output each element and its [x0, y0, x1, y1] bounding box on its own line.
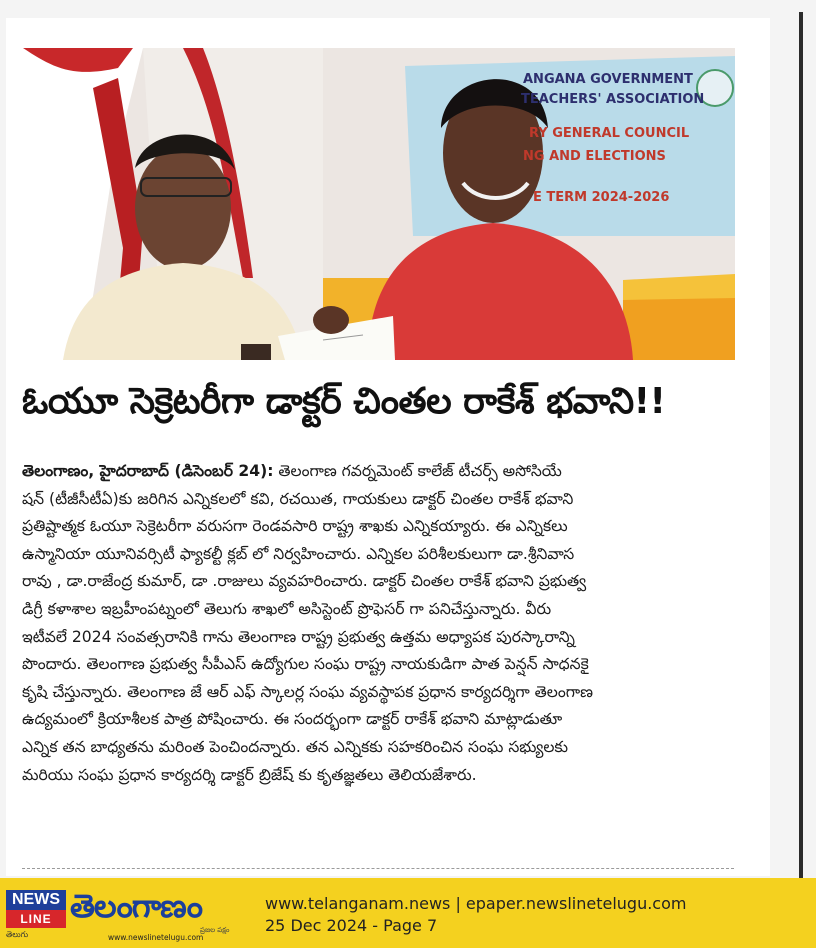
banner-line-2: TEACHERS' ASSOCIATION [521, 92, 705, 107]
body-line: షన్ (టీజీసీటీఏ)కు జరిగిన ఎన్నికలలో కవి, రచయిత, గాయకులు డాక్టర్ చింతల రాకేశ్ భవాని [22, 489, 574, 508]
newsline-logo[interactable] [6, 890, 66, 939]
logo-line-text: LINE [6, 910, 66, 928]
body-line: ఇటీవలే 2024 సంవత్సరానికి గాను తెలంగాణ రాష్ట్ర ప్రభుత్వ ఉత్తమ అధ్యాపక పురస్కారాన్ని [22, 627, 575, 646]
body-line: ప్రతిష్టాత్మక ఓయూ సెక్రెటరీగా వరుసగా రెండవసారి రాష్ట్ర శాఖకు ఎన్నికయ్యారు. ఈ ఎన్నికలు [22, 517, 568, 536]
article-photo [23, 48, 735, 360]
logo-tagline: ప్రజల పక్షం [200, 926, 230, 934]
body-line: ఉద్యమంలో క్రియాశీలక పాత్ర పోషించారు. ఈ సందర్భంగా డాక్టర్ రాకేశ్ భవాని మాట్లాడుతూ [22, 710, 563, 729]
article-headline: ఓయూ సెక్రెటరీగా డాక్టర్ చింతల రాకేశ్ భవాని!! [22, 381, 666, 422]
body-line: డిగ్రీ కళాశాల ఇబ్రహీంపట్నంలో తెలుగు శాఖలో అసిస్టెంట్ ప్రొఫెసర్ గా పనిచేస్తున్నారు. వీరు [22, 599, 552, 618]
column-rule [799, 12, 803, 878]
body-line: ఉస్మానియా యూనివర్సిటీ ఫ్యాకల్టీ క్లబ్ లో నిర్వహించారు. ఎన్నికల పరిశీలకులుగా డా.శ్రీనివాస [22, 544, 575, 563]
banner-line-3: RY GENERAL COUNCIL [529, 126, 690, 141]
body-line: మరియు సంఘ ప్రధాన కార్యదర్శి డాక్టర్ బ్రిజేష్ కు కృతజ్ఞతలు తెలియజేశారు. [22, 765, 477, 784]
body-line: పొందారు. తెలంగాణ ప్రభుత్వ సీపీఎస్ ఉద్యోగుల సంఘ రాష్ట్ర నాయకుడిగా పాత పెన్షన్ సాధనకై [22, 655, 589, 674]
banner-line-4: NG AND ELECTIONS [523, 149, 666, 164]
body-line: రావు , డా.రాజేంద్ర కుమార్, డా .రాజులు వ్యవహరించారు. డాక్టర్ చింతల రాకేశ్ భవాని ప్రభుత్వ [22, 572, 587, 591]
logo-news-text: NEWS [6, 890, 66, 910]
body-line-text: తెలంగాణ గవర్నమెంట్ కాలేజ్ టీచర్స్ అసోసియే [273, 462, 562, 480]
telanganam-logo[interactable]: తెలంగాణం [70, 887, 202, 925]
article-body [22, 458, 762, 789]
body-line [22, 458, 762, 486]
footer-sites[interactable]: www.telanganam.news | epaper.newslinetelugu.com [265, 894, 687, 913]
dateline: తెలంగాణం, హైదరాబాద్ (డిసెంబర్ 24): [22, 462, 274, 480]
body-line: కృషి చేస్తున్నారు. తెలంగాణ జే ఆర్ ఎఫ్ స్కాలర్ల సంఘ వ్యవస్థాపక ప్రధాన కార్యదర్శిగా తెలంగాణ [22, 682, 594, 701]
logo-url[interactable]: www.newslinetelugu.com [108, 933, 204, 942]
footer-date-page: 25 Dec 2024 - Page 7 [265, 916, 438, 935]
footer-bar [0, 878, 816, 948]
body-line: ఎన్నిక తన బాధ్యతను మరింత పెంచిందన్నారు. తన ఎన్నికకు సహకరించిన సంఘ సభ్యులకు [22, 737, 568, 756]
logo-telugu-text: తెలుగు [6, 930, 29, 939]
dashed-divider [22, 868, 734, 869]
banner-line-1: ANGANA GOVERNMENT [523, 72, 693, 87]
banner-line-5: E TERM 2024-2026 [533, 190, 670, 205]
